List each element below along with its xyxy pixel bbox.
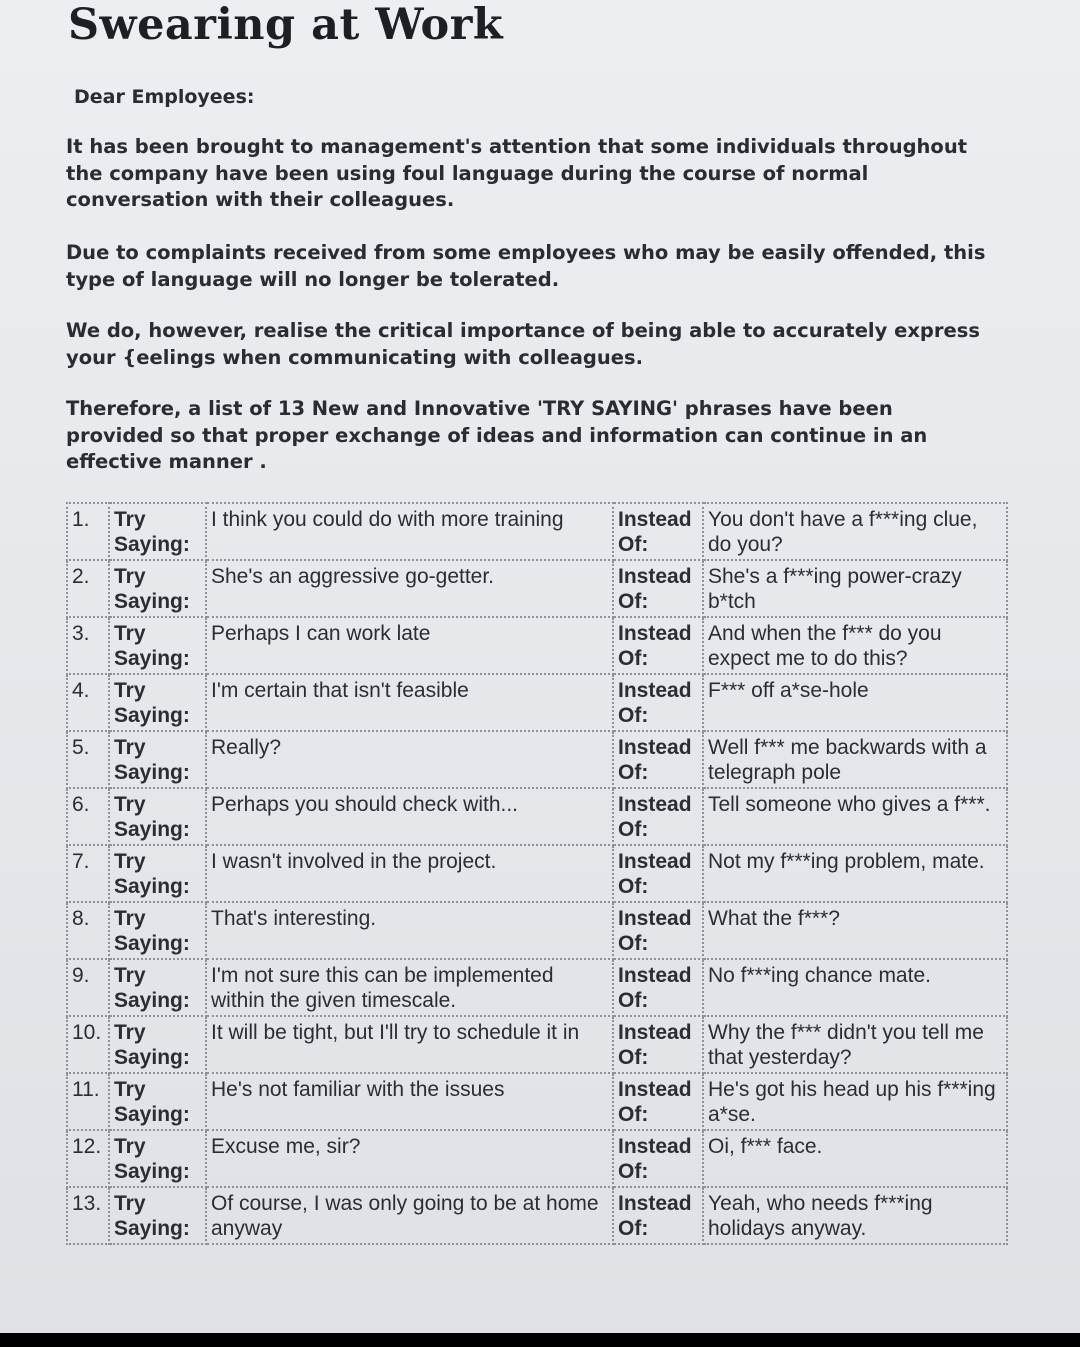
try-saying-phrase: That's interesting. [206,902,613,959]
instead-of-phrase: What the f***? [703,902,1007,959]
try-saying-table [66,502,1008,1245]
instead-of-phrase: Yeah, who needs f***ing holidays anyway. [703,1187,1007,1244]
try-saying-phrase: He's not familiar with the issues [206,1073,613,1130]
try-saying-table-body [67,503,1007,1244]
instead-of-label: Instead Of: [613,503,703,560]
instead-of-phrase: Why the f*** didn't you tell me that yesterday? [703,1016,1007,1073]
try-saying-label: Try Saying: [109,902,206,959]
phrase-row [67,1130,1007,1187]
instead-of-phrase: Well f*** me backwards with a telegraph pole [703,731,1007,788]
phrase-row [67,1187,1007,1244]
row-number: 3. [67,617,109,674]
row-number: 7. [67,845,109,902]
instead-of-label: Instead Of: [613,902,703,959]
try-saying-phrase: I'm not sure this can be implemented within the given timescale. [206,959,613,1016]
row-number: 5. [67,731,109,788]
row-number: 4. [67,674,109,731]
row-number: 8. [67,902,109,959]
try-saying-label: Try Saying: [109,788,206,845]
instead-of-label: Instead Of: [613,731,703,788]
phrase-row [67,902,1007,959]
instead-of-label: Instead Of: [613,617,703,674]
instead-of-label: Instead Of: [613,959,703,1016]
memo-title: Swearing at Work [68,0,504,50]
try-saying-phrase: Perhaps I can work late [206,617,613,674]
phrase-row [67,503,1007,560]
try-saying-label: Try Saying: [109,845,206,902]
row-number: 10. [67,1016,109,1073]
row-number: 1. [67,503,109,560]
instead-of-phrase: You don't have a f***ing clue, do you? [703,503,1007,560]
try-saying-phrase: Excuse me, sir? [206,1130,613,1187]
row-number: 13. [67,1187,109,1244]
phrase-row [67,845,1007,902]
instead-of-label: Instead Of: [613,1016,703,1073]
try-saying-label: Try Saying: [109,1016,206,1073]
try-saying-label: Try Saying: [109,959,206,1016]
instead-of-phrase: No f***ing chance mate. [703,959,1007,1016]
try-saying-phrase: She's an aggressive go-getter. [206,560,613,617]
paragraph-feelings: We do, however, realise the critical importance of being able to accurately express your {eelings when communicating with colleagues. [66,319,980,369]
row-number: 11. [67,1073,109,1130]
try-saying-phrase: I think you could do with more training [206,503,613,560]
instead-of-phrase: F*** off a*se-hole [703,674,1007,731]
instead-of-phrase: And when the f*** do you expect me to do this? [703,617,1007,674]
instead-of-phrase: Tell someone who gives a f***. [703,788,1007,845]
row-number: 6. [67,788,109,845]
instead-of-phrase: He's got his head up his f***ing a*se. [703,1073,1007,1130]
try-saying-phrase: Perhaps you should check with... [206,788,613,845]
instead-of-phrase: Not my f***ing problem, mate. [703,845,1007,902]
try-saying-phrase: I wasn't involved in the project. [206,845,613,902]
try-saying-label: Try Saying: [109,1187,206,1244]
instead-of-label: Instead Of: [613,560,703,617]
instead-of-label: Instead Of: [613,1187,703,1244]
phrase-row [67,674,1007,731]
phrase-row [67,1016,1007,1073]
try-saying-label: Try Saying: [109,731,206,788]
instead-of-phrase: She's a f***ing power-crazy b*tch [703,560,1007,617]
try-saying-phrase: Of course, I was only going to be at home anyway [206,1187,613,1244]
phrase-row [67,1073,1007,1130]
row-number: 2. [67,560,109,617]
instead-of-phrase: Oi, f*** face. [703,1130,1007,1187]
try-saying-phrase: I'm certain that isn't feasible [206,674,613,731]
phrase-row [67,788,1007,845]
try-saying-label: Try Saying: [109,1130,206,1187]
try-saying-label: Try Saying: [109,560,206,617]
instead-of-label: Instead Of: [613,1130,703,1187]
instead-of-label: Instead Of: [613,674,703,731]
try-saying-label: Try Saying: [109,1073,206,1130]
phrase-row [67,617,1007,674]
paragraph-complaints: Due to complaints received from some employees who may be easily offended, this type of language will no longer be tolerated. [66,241,986,291]
row-number: 12. [67,1130,109,1187]
try-saying-phrase: It will be tight, but I'll try to schedule it in [206,1016,613,1073]
salutation: Dear Employees: [74,86,255,108]
instead-of-label: Instead Of: [613,788,703,845]
try-saying-label: Try Saying: [109,617,206,674]
phrase-row [67,731,1007,788]
paragraph-list-intro: Therefore, a list of 13 New and Innovative 'TRY SAYING' phrases have been provided so that proper exchange of ideas and information can continue in an effective manner . [66,397,928,473]
try-saying-label: Try Saying: [109,674,206,731]
instead-of-label: Instead Of: [613,845,703,902]
try-saying-phrase: Really? [206,731,613,788]
try-saying-label: Try Saying: [109,503,206,560]
instead-of-label: Instead Of: [613,1073,703,1130]
phrase-row [67,560,1007,617]
row-number: 9. [67,959,109,1016]
paragraph-intro: It has been brought to management's attention that some individuals throughout the company have been using foul language during the course of normal conversation with their colleagues. [66,135,968,211]
phrase-row [67,959,1007,1016]
